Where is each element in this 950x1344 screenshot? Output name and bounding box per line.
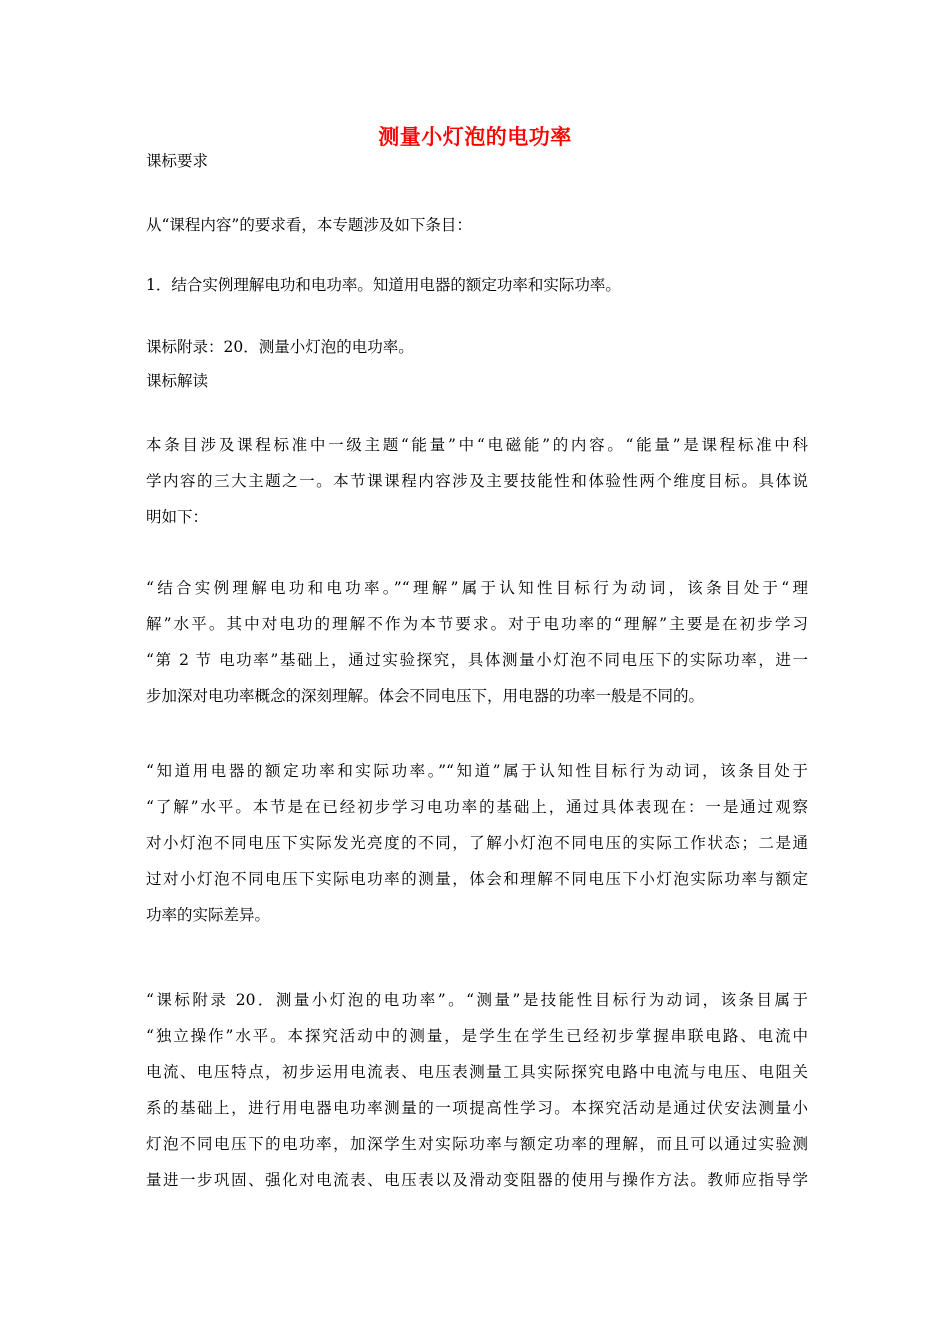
paragraph-line: “了解”水平。本节是在已经初步学习电功率的基础上，通过具体表现在：一是通过观察 — [146, 798, 808, 816]
paragraph-line: 本条目涉及课程标准中一级主题“能量”中“电磁能”的内容。“能量”是课程标准中科 — [146, 436, 808, 454]
paragraph-line: 量进一步巩固、强化对电流表、电压表以及滑动变阻器的使用与操作方法。教师应指导学 — [146, 1171, 808, 1189]
paragraph-line: “课标附录 20．测量小灯泡的电功率”。“测量”是技能性目标行为动词，该条目属于 — [146, 991, 808, 1009]
paragraph-line: 对小灯泡不同电压下实际发光亮度的不同，了解小灯泡不同电压的实际工作状态；二是通 — [146, 834, 808, 852]
paragraph-4 — [146, 982, 808, 1198]
appendix-line: 课标附录：20．测量小灯泡的电功率。 — [146, 338, 414, 356]
paragraph-2 — [146, 570, 808, 714]
paragraph-1 — [146, 427, 808, 535]
paragraph-line: “第 2 节 电功率”基础上，通过实验探究，具体测量小灯泡不同电压下的实际功率，进一 — [146, 651, 808, 669]
paragraph-line: 过对小灯泡不同电压下实际电功率的测量，体会和理解不同电压下小灯泡实际功率与额定 — [146, 870, 808, 888]
section-heading-interpretation: 课标解读 — [146, 372, 209, 390]
paragraph-3 — [146, 753, 808, 933]
section-heading-requirements: 课标要求 — [146, 152, 209, 170]
paragraph-line: “独立操作”水平。本探究活动中的测量，是学生在学生已经初步掌握串联电路、电流中 — [146, 1027, 808, 1045]
document-title: 测量小灯泡的电功率 — [378, 124, 572, 149]
paragraph-line: 电流、电压特点，初步运用电流表、电压表测量工具实际探究电路中电流与电压、电阻关 — [146, 1063, 808, 1081]
paragraph-line: 灯泡不同电压下的电功率，加深学生对实际功率与额定功率的理解，而且可以通过实验测 — [146, 1135, 808, 1153]
paragraph-line: 学内容的三大主题之一。本节课课程内容涉及主要技能性和体验性两个维度目标。具体说 — [146, 472, 808, 490]
paragraph-line: 解”水平。其中对电功的理解不作为本节要求。对于电功率的“理解”主要是在初步学习 — [146, 615, 808, 633]
paragraph-line: “知道用电器的额定功率和实际功率。”“知道”属于认知性目标行为动词，该条目处于 — [146, 762, 808, 780]
paragraph-line: 系的基础上，进行用电器电功率测量的一项提高性学习。本探究活动是通过伏安法测量小 — [146, 1099, 808, 1117]
paragraph-line: 明如下： — [146, 508, 209, 526]
paragraph-line: “结合实例理解电功和电功率。”“理解”属于认知性目标行为动词，该条目处于“理 — [146, 579, 808, 597]
paragraph-line: 步加深对电功率概念的深刻理解。体会不同电压下，用电器的功率一般是不同的。 — [146, 687, 705, 705]
requirement-item-1: 1．结合实例理解电功和电功率。知道用电器的额定功率和实际功率。 — [146, 276, 621, 294]
paragraph-line: 功率的实际差异。 — [146, 906, 271, 924]
intro-line: 从“课程内容”的要求看，本专题涉及如下条目： — [146, 216, 472, 234]
